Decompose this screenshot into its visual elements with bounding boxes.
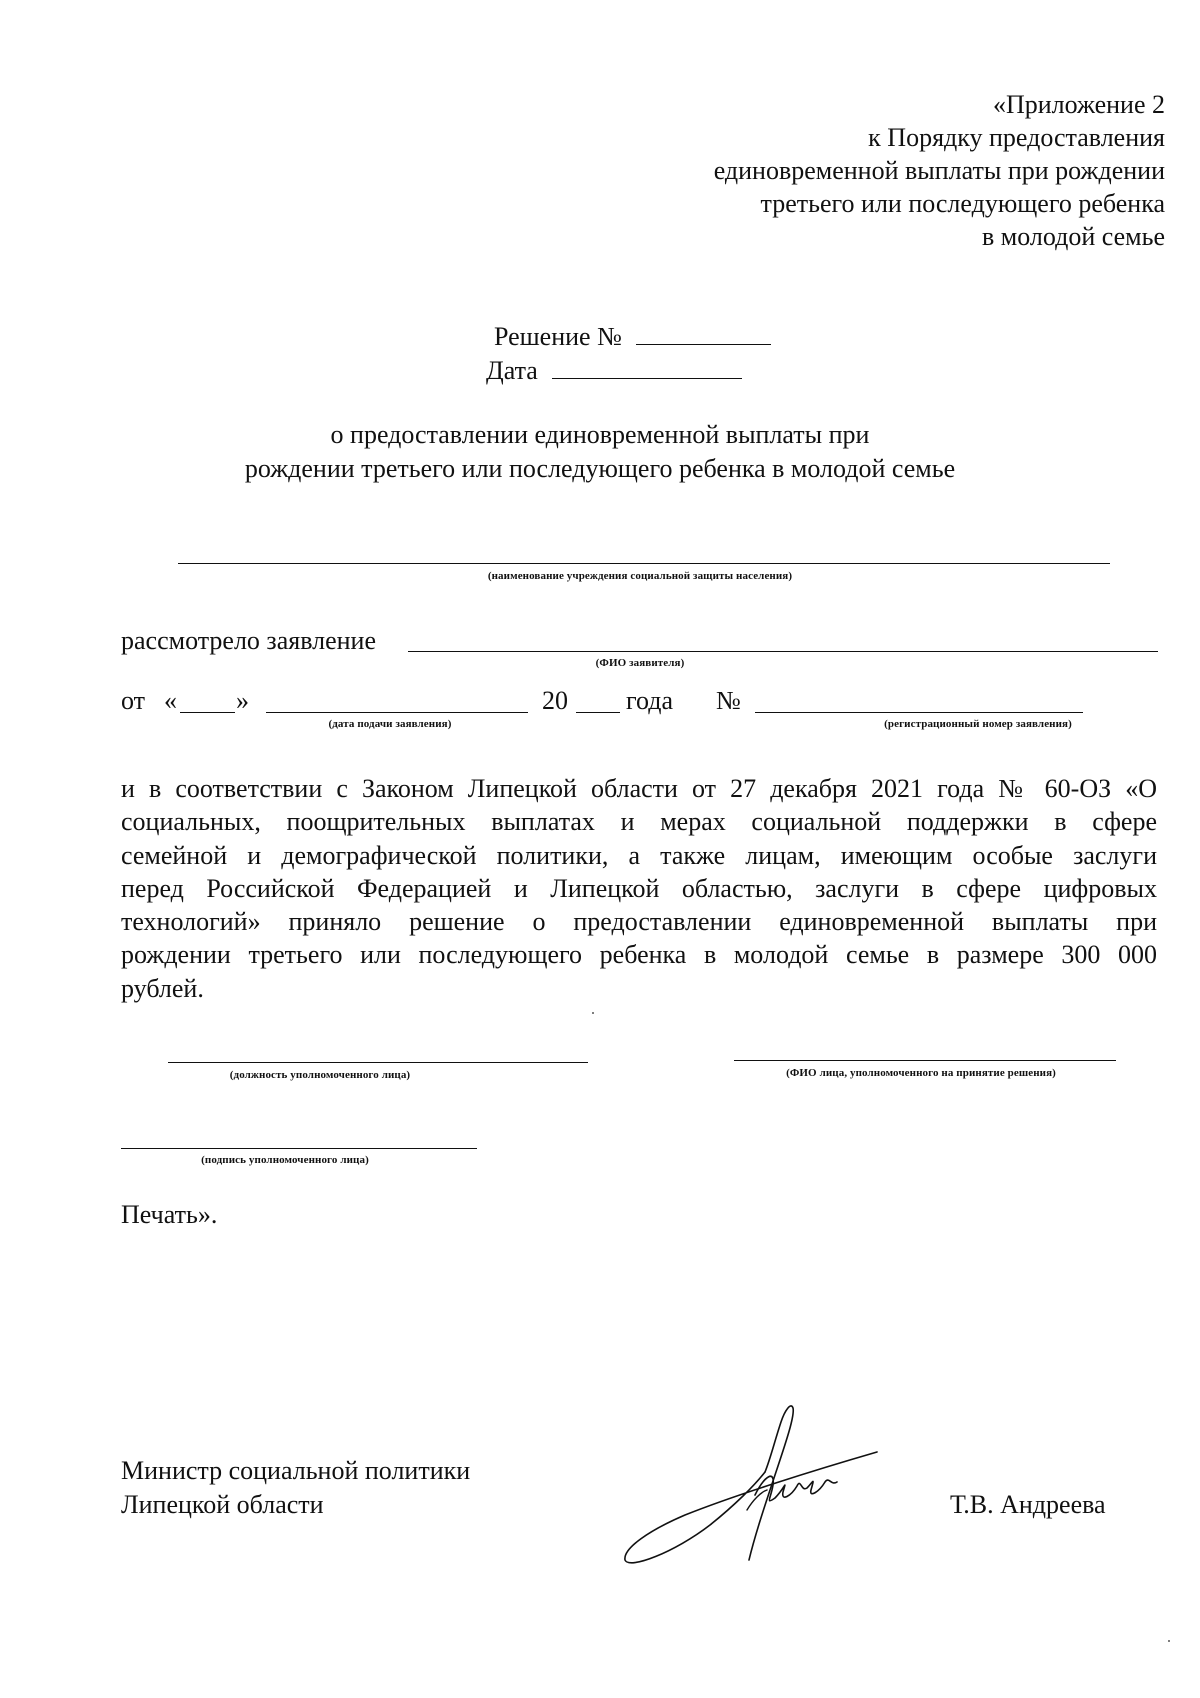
date-caption: (дата подачи заявления) — [328, 718, 452, 730]
appendix-line: «Приложение 2 — [992, 90, 1165, 119]
appendix-line: к Порядку предоставления — [868, 123, 1165, 152]
decision-date-field[interactable] — [552, 378, 742, 379]
appendix-line: единовременной выплаты при рождении — [713, 156, 1165, 185]
handwritten-signature — [615, 1400, 915, 1565]
applicant-field[interactable] — [408, 651, 1158, 652]
decision-date-label: Дата — [486, 356, 538, 385]
signature-caption: (подпись уполномоченного лица) — [201, 1154, 369, 1166]
decision-number-line — [494, 322, 771, 352]
year-prefix: 20 — [542, 686, 568, 715]
body-line: рождении третьего или последующего ребенка в молодой семье в размере 300 000 — [121, 940, 1157, 970]
body-line: социальных, поощрительных выплатах и мерах социальной поддержки в сфере — [121, 807, 1157, 837]
decision-subject — [0, 418, 1200, 486]
applicant-caption: (ФИО заявителя) — [595, 657, 685, 669]
body-line: технологий» приняло решение о предоставлении единовременной выплаты при — [121, 907, 1157, 937]
quote-close: » — [236, 686, 249, 715]
minister-title-line2: Липецкой области — [121, 1490, 324, 1519]
minister-name: Т.В. Андреева — [950, 1490, 1106, 1519]
application-date-field[interactable] — [266, 712, 528, 713]
decision-body — [121, 772, 1157, 1005]
registration-caption: (регистрационный номер заявления) — [884, 718, 1072, 730]
year-field[interactable] — [576, 712, 620, 713]
year-suffix: года — [626, 686, 674, 715]
appendix-header — [714, 88, 1165, 253]
body-last-line: рублей. — [121, 973, 204, 1003]
subject-line: рождении третьего или последующего ребенка в молодой семье — [244, 454, 956, 483]
institution-caption: (наименование учреждения социальной защиты населения) — [487, 570, 793, 582]
position-field[interactable] — [168, 1062, 588, 1063]
appendix-line: в молодой семье — [981, 222, 1165, 251]
signature-field[interactable] — [121, 1148, 477, 1149]
scan-speck — [592, 1012, 594, 1014]
institution-field[interactable] — [178, 563, 1110, 564]
from-label: от — [121, 686, 146, 715]
body-line: семейной и демографической политики, а также лицам, имеющим особые заслуги — [121, 840, 1157, 870]
subject-line: о предоставлении единовременной выплаты при — [330, 420, 870, 449]
minister-title-line1: Министр социальной политики — [121, 1456, 471, 1485]
decision-number-label: Решение № — [494, 322, 622, 351]
stamp-label: Печать». — [121, 1200, 218, 1229]
decision-number-field[interactable] — [636, 344, 771, 345]
scan-speck — [1168, 1640, 1170, 1642]
body-line: перед Российской Федерацией и Липецкой областью, заслуги в сфере цифровых — [121, 873, 1157, 903]
body-line: и в соответствии с Законом Липецкой области от 27 декабря 2021 года № 60-ОЗ «О — [121, 774, 1157, 803]
registration-number-field[interactable] — [755, 712, 1083, 713]
considered-label: рассмотрело заявление — [121, 626, 377, 655]
number-sign: № — [716, 686, 741, 715]
official-fio-caption: (ФИО лица, уполномоченного на принятие решения) — [786, 1067, 1056, 1079]
official-fio-field[interactable] — [734, 1060, 1116, 1061]
quote-open: « — [164, 686, 177, 715]
day-field[interactable] — [180, 712, 235, 713]
position-caption: (должность уполномоченного лица) — [229, 1069, 411, 1081]
appendix-line: третьего или последующего ребенка — [760, 189, 1165, 218]
decision-date-line — [486, 356, 742, 386]
